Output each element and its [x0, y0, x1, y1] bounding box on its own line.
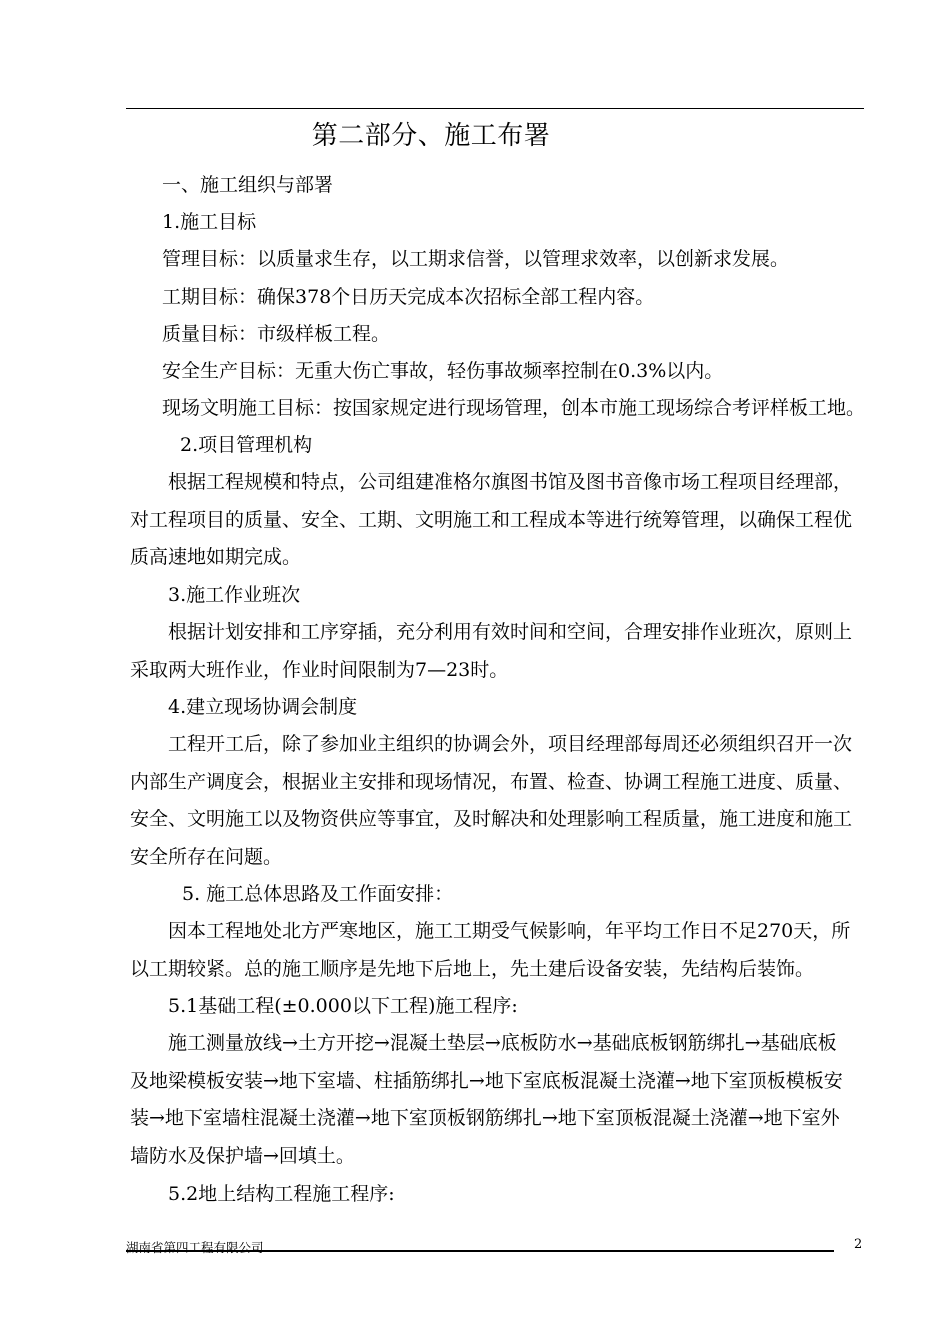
paragraph-line: 内部生产调度会，根据业主安排和现场情况，布置、检查、协调工程施工进度、质量、	[130, 770, 853, 793]
item-heading-5-1: 5.1基础工程(±0.000以下工程)施工程序:	[168, 995, 518, 1017]
paragraph-3	[130, 614, 864, 689]
paragraph-line: 根据计划安排和工序穿插，充分利用有效时间和空间，合理安排作业班次，原则上	[168, 621, 853, 643]
paragraph-line: 安全所存在问题。	[130, 845, 283, 868]
item-heading-5: 5. 施工总体思路及工作面安排：	[182, 883, 454, 905]
paragraph-2	[130, 464, 864, 577]
paragraph-line: 因本工程地处北方严寒地区，施工工期受气候影响，年平均工作日不足270天，所	[168, 920, 851, 942]
footer-company: 湖南省第四工程有限公司	[126, 1240, 264, 1255]
paragraph-4	[130, 726, 864, 876]
footer-rule	[126, 1250, 834, 1252]
item-heading-4: 4.建立现场协调会制度	[168, 696, 358, 718]
paragraph-5	[130, 913, 864, 988]
paragraph-line: 质高速地如期完成。	[130, 546, 302, 568]
paragraph-line: 及地梁模板安装→地下室墙、柱插筋绑扎→地下室底板混凝土浇灌→地下室顶板模板安	[130, 1069, 843, 1092]
goal-safety: 安全生产目标：无重大伤亡事故，轻伤事故频率控制在0.3%以内。	[162, 360, 724, 382]
item-heading-3: 3.施工作业班次	[168, 584, 301, 606]
goal-civilized: 现场文明施工目标：按国家规定进行现场管理，创本市施工现场综合考评样板工地。	[162, 397, 866, 419]
item-heading-5-2: 5.2地上结构工程施工程序:	[168, 1183, 395, 1205]
paragraph-line: 施工测量放线→土方开挖→混凝土垫层→底板防水→基础底板钢筋绑扎→基础底板	[168, 1032, 837, 1054]
page-number: 2	[854, 1237, 863, 1252]
paragraph-line: 工程开工后，除了参加业主组织的协调会外，项目经理部每周还必须组织召开一次	[168, 733, 853, 755]
paragraph-line: 墙防水及保护墙→回填土。	[130, 1144, 355, 1167]
paragraph-line: 安全、文明施工以及物资供应等事宜，及时解决和处理影响工程质量，施工进度和施工	[130, 808, 853, 830]
section-heading: 一、施工组织与部署	[162, 174, 334, 196]
header-rule	[126, 108, 864, 109]
goal-management: 管理目标：以质量求生存，以工期求信誉，以管理求效率，以创新求发展。	[162, 248, 790, 270]
paragraph-line: 对工程项目的质量、安全、工期、文明施工和工程成本等进行统筹管理，以确保工程优	[130, 508, 853, 531]
item-heading-2: 2.项目管理机构	[180, 434, 313, 456]
item-heading-1: 1.施工目标	[162, 211, 257, 233]
paragraph-line: 装→地下室墙柱混凝土浇灌→地下室顶板钢筋绑扎→地下室顶板混凝土浇灌→地下室外	[130, 1107, 840, 1129]
paragraph-line: 以工期较紧。总的施工顺序是先地下后地上，先土建后设备安装，先结构后装饰。	[130, 957, 815, 980]
page-title: 第二部分、施工布署	[311, 121, 551, 151]
paragraph-line: 根据工程规模和特点，公司组建准格尔旗图书馆及图书音像市场工程项目经理部，	[168, 471, 853, 493]
paragraph-5-1	[130, 1025, 864, 1175]
paragraph-line: 采取两大班作业，作业时间限制为7—23时。	[130, 658, 509, 681]
goal-schedule: 工期目标：确保378个日历天完成本次招标全部工程内容。	[162, 286, 655, 308]
goal-quality: 质量目标：市级样板工程。	[162, 323, 391, 345]
